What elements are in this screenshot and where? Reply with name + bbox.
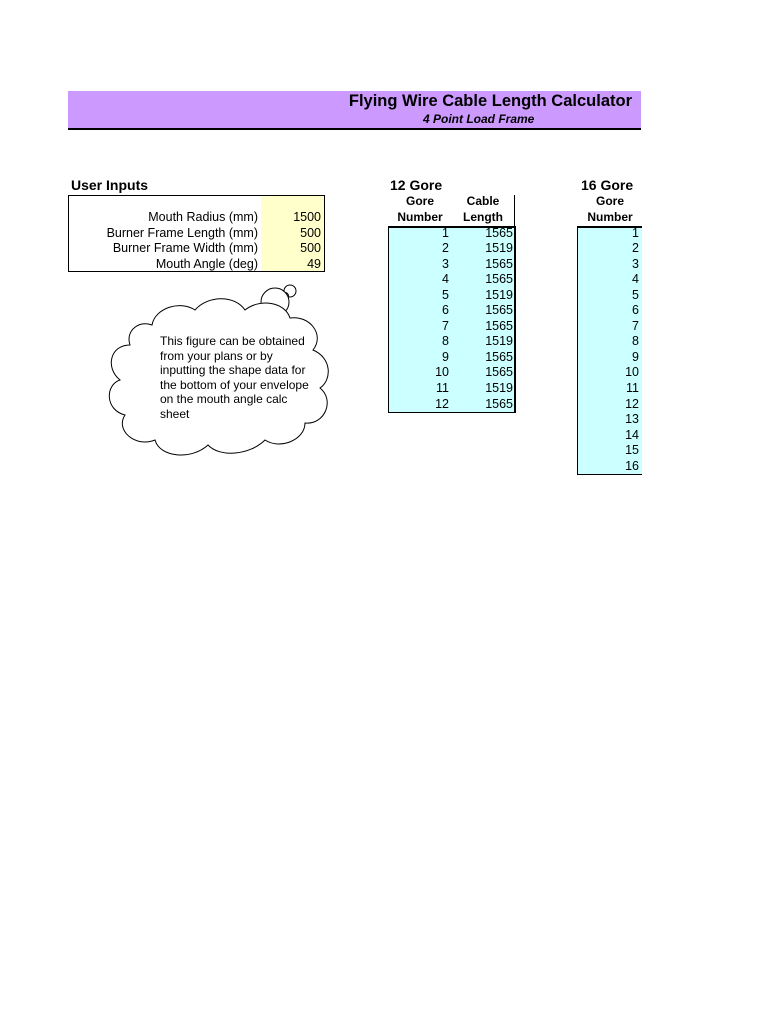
input-label: Mouth Radius (mm) <box>148 210 258 224</box>
gore12-number-cell: 6 <box>442 303 449 318</box>
input-row-frame-width <box>69 240 324 256</box>
header-line: Cable <box>466 194 500 208</box>
gore12-number-cell: 1 <box>442 225 449 240</box>
gore12-col-cable-length <box>455 193 511 225</box>
input-row-mouth-angle <box>69 256 324 272</box>
gore16-number-cell: 12 <box>625 396 639 411</box>
gore12-col-gore-number <box>390 193 450 225</box>
gore16-number-cell: 2 <box>632 241 639 256</box>
gore12-length-cell: 1565 <box>485 225 513 240</box>
header-line: Number <box>397 210 443 224</box>
gore12-length-cell: 1565 <box>485 272 513 287</box>
user-inputs-panel <box>68 195 325 272</box>
gore12-length-cell: 1519 <box>485 241 513 256</box>
gore12-heading: 12 Gore <box>390 177 443 193</box>
gore16-number-cell: 5 <box>632 287 639 302</box>
input-row-frame-length <box>69 225 324 241</box>
gore16-number-cell: 9 <box>632 349 639 364</box>
header-line: Gore <box>595 194 624 208</box>
gore12-number-cell: 7 <box>442 318 449 333</box>
page-title: Flying Wire Cable Length Calculator <box>348 92 632 110</box>
column-divider <box>514 228 515 412</box>
gore12-length-cell: 1565 <box>485 303 513 318</box>
mouth-angle-input[interactable]: 49 <box>307 257 321 271</box>
gore12-number-cell: 10 <box>435 365 449 380</box>
title-banner <box>68 91 641 130</box>
callout-text: This figure can be obtained from your plans or by inputting the shape data for the bottom of your envelope on the mouth angle calc sheet <box>160 334 309 421</box>
gore12-length-cell: 1565 <box>485 365 513 380</box>
gore16-col-gore-number <box>581 193 639 225</box>
gore16-number-cell: 10 <box>625 365 639 380</box>
gore12-number-cell: 5 <box>442 287 449 302</box>
gore16-number-cell: 1 <box>632 225 639 240</box>
gore12-number-cell: 3 <box>442 256 449 271</box>
gore16-number-cell: 4 <box>632 272 639 287</box>
column-divider <box>514 195 515 227</box>
frame-length-input[interactable]: 500 <box>300 226 321 240</box>
frame-width-input[interactable]: 500 <box>300 241 321 255</box>
gore12-number-cell: 2 <box>442 241 449 256</box>
gore12-number-cell: 8 <box>442 334 449 349</box>
gore12-length-cell: 1519 <box>485 334 513 349</box>
input-label: Burner Frame Width (mm) <box>112 241 258 255</box>
gore16-number-cell: 6 <box>632 303 639 318</box>
input-label: Mouth Angle (deg) <box>155 257 258 271</box>
gore12-number-cell: 9 <box>442 349 449 364</box>
page-subtitle: 4 Point Load Frame <box>423 112 535 126</box>
gore12-length-cell: 1565 <box>485 349 513 364</box>
gore16-number-cell: 8 <box>632 334 639 349</box>
header-line: Gore <box>405 194 434 208</box>
header-line: Length <box>463 210 503 224</box>
gore12-number-cell: 11 <box>436 381 449 395</box>
gore16-number-cell: 3 <box>632 256 639 271</box>
gore12-length-cell: 1519 <box>485 381 513 395</box>
gore12-length-cell: 1565 <box>485 318 513 333</box>
gore16-number-cell: 14 <box>625 427 639 442</box>
gore16-number-cell: 11 <box>626 381 639 395</box>
gore16-number-cell: 15 <box>625 443 639 458</box>
header-line: Number <box>587 210 633 224</box>
gore16-number-cell: 16 <box>625 458 639 473</box>
gore12-number-cell: 4 <box>442 272 449 287</box>
input-row-mouth-radius <box>69 209 324 225</box>
gore16-heading: 16 Gore <box>581 177 634 193</box>
gore12-length-cell: 1519 <box>485 287 513 302</box>
gore16-number-cell: 13 <box>625 412 639 427</box>
gore12-length-cell: 1565 <box>485 256 513 271</box>
gore16-number-cell: 7 <box>632 318 639 333</box>
mouth-radius-input[interactable]: 1500 <box>293 210 321 224</box>
gore12-length-cell: 1565 <box>485 396 513 411</box>
input-label: Burner Frame Length (mm) <box>106 226 258 240</box>
gore12-number-cell: 12 <box>435 396 449 411</box>
user-inputs-heading: User Inputs <box>71 177 149 193</box>
